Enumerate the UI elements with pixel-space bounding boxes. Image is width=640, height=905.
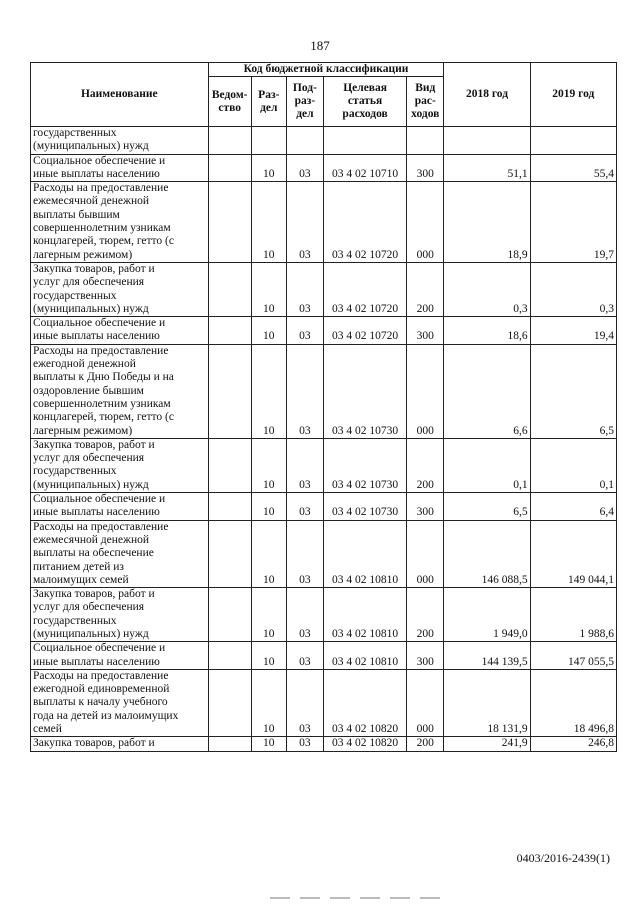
cell-pr: 03 — [286, 737, 323, 751]
cell-ved — [208, 438, 251, 492]
cell-ved — [208, 669, 251, 736]
table-row — [31, 127, 617, 155]
cell-name: Закупка товаров, работ и — [31, 737, 209, 751]
cell-vr: 200 — [407, 737, 444, 751]
cell-ved — [208, 127, 251, 155]
cell-vr: 200 — [407, 438, 444, 492]
cell-y2018: 18,6 — [444, 317, 530, 345]
cell-y2019: 0,3 — [530, 262, 616, 316]
cell-pr: 03 — [286, 588, 323, 642]
cell-pr: 03 — [286, 317, 323, 345]
table-row — [31, 154, 617, 182]
cell-name: Социальное обеспечение и иные выплаты населению — [31, 154, 209, 182]
cell-rz: 10 — [251, 737, 286, 751]
cell-y2019: 18 496,8 — [530, 669, 616, 736]
cell-y2018: 0,1 — [444, 438, 530, 492]
cell-y2019: 149 044,1 — [530, 520, 616, 587]
cell-y2019: 246,8 — [530, 737, 616, 751]
cell-cs: 03 4 02 10720 — [323, 182, 406, 263]
table-row — [31, 182, 617, 263]
cell-vr: 000 — [407, 344, 444, 438]
cell-y2019: 19,4 — [530, 317, 616, 345]
cell-rz: 10 — [251, 588, 286, 642]
cell-name: Закупка товаров, работ и услуг для обеспечения государственных (муниципальных) нужд — [31, 262, 209, 316]
cell-name: Социальное обеспечение и иные выплаты населению — [31, 317, 209, 345]
table-body — [31, 127, 617, 752]
cell-ved — [208, 520, 251, 587]
cell-ved — [208, 493, 251, 521]
cell-name: Социальное обеспечение и иные выплаты населению — [31, 493, 209, 521]
cell-pr — [286, 127, 323, 155]
cell-vr: 300 — [407, 317, 444, 345]
cell-y2019: 6,5 — [530, 344, 616, 438]
cell-rz: 10 — [251, 642, 286, 670]
table-row — [31, 588, 617, 642]
cell-name: Расходы на предоставление ежемесячной денежной выплаты на обеспечение питанием детей из малоимущих семей — [31, 520, 209, 587]
cell-cs: 03 4 02 10730 — [323, 438, 406, 492]
cell-ved — [208, 642, 251, 670]
cell-pr: 03 — [286, 438, 323, 492]
cell-vr: 300 — [407, 642, 444, 670]
table-row — [31, 438, 617, 492]
document-code: 0403/2016-2439(1) — [516, 851, 610, 865]
cell-y2018 — [444, 127, 530, 155]
cell-name: государственных (муниципальных) нужд — [31, 127, 209, 155]
cell-rz: 10 — [251, 493, 286, 521]
header-budget-code: Код бюджетной классификации — [208, 63, 444, 77]
cell-y2018: 18 131,9 — [444, 669, 530, 736]
scan-artifact — [270, 897, 440, 899]
cell-rz — [251, 127, 286, 155]
cell-y2018: 6,5 — [444, 493, 530, 521]
cell-cs: 03 4 02 10810 — [323, 588, 406, 642]
cell-name: Расходы на предоставление ежемесячной денежной выплаты бывшим совершеннолетним узникам концлагерей, тюрем, гетто (с лагерным режимом) — [31, 182, 209, 263]
cell-y2018: 0,3 — [444, 262, 530, 316]
header-subsection — [286, 77, 323, 127]
cell-y2019 — [530, 127, 616, 155]
cell-cs: 03 4 02 10730 — [323, 493, 406, 521]
cell-vr: 300 — [407, 154, 444, 182]
cell-vr: 200 — [407, 588, 444, 642]
cell-cs: 03 4 02 10820 — [323, 669, 406, 736]
table-row — [31, 262, 617, 316]
cell-cs: 03 4 02 10710 — [323, 154, 406, 182]
cell-y2018: 18,9 — [444, 182, 530, 263]
table-row — [31, 520, 617, 587]
header-2019: 2019 год — [530, 63, 616, 127]
table-row — [31, 669, 617, 736]
cell-cs: 03 4 02 10810 — [323, 642, 406, 670]
header-department — [208, 77, 251, 127]
cell-vr: 000 — [407, 669, 444, 736]
cell-rz: 10 — [251, 520, 286, 587]
cell-pr: 03 — [286, 669, 323, 736]
header-section — [251, 77, 286, 127]
cell-y2019: 1 988,6 — [530, 588, 616, 642]
cell-rz: 10 — [251, 262, 286, 316]
cell-y2019: 147 055,5 — [530, 642, 616, 670]
cell-ved — [208, 317, 251, 345]
table-row — [31, 493, 617, 521]
cell-y2018: 144 139,5 — [444, 642, 530, 670]
cell-name: Социальное обеспечение и иные выплаты населению — [31, 642, 209, 670]
cell-pr: 03 — [286, 262, 323, 316]
cell-vr: 300 — [407, 493, 444, 521]
header-target-article — [323, 77, 406, 127]
header-section-text: Раз- дел — [258, 88, 280, 114]
cell-y2019: 55,4 — [530, 154, 616, 182]
cell-y2018: 6,6 — [444, 344, 530, 438]
cell-pr: 03 — [286, 493, 323, 521]
cell-cs: 03 4 02 10720 — [323, 317, 406, 345]
header-subsection-text: Под- раз- дел — [292, 82, 317, 120]
cell-name: Закупка товаров, работ и услуг для обеспечения государственных (муниципальных) нужд — [31, 588, 209, 642]
cell-pr: 03 — [286, 154, 323, 182]
cell-ved — [208, 262, 251, 316]
table-row — [31, 317, 617, 345]
cell-pr: 03 — [286, 642, 323, 670]
cell-cs: 03 4 02 10810 — [323, 520, 406, 587]
cell-pr: 03 — [286, 344, 323, 438]
cell-ved — [208, 588, 251, 642]
cell-ved — [208, 154, 251, 182]
table-row — [31, 344, 617, 438]
cell-rz: 10 — [251, 317, 286, 345]
table-row — [31, 737, 617, 751]
cell-y2018: 146 088,5 — [444, 520, 530, 587]
budget-table — [30, 62, 617, 752]
cell-ved — [208, 344, 251, 438]
cell-y2019: 0,1 — [530, 438, 616, 492]
header-expense-type — [407, 77, 444, 127]
cell-rz: 10 — [251, 154, 286, 182]
cell-pr: 03 — [286, 182, 323, 263]
cell-cs: 03 4 02 10720 — [323, 262, 406, 316]
cell-vr: 000 — [407, 182, 444, 263]
header-expense-type-text: Вид рас- ходов — [411, 82, 440, 120]
cell-pr: 03 — [286, 520, 323, 587]
cell-ved — [208, 182, 251, 263]
header-target-article-text: Целевая статья расходов — [342, 82, 388, 120]
cell-vr — [407, 127, 444, 155]
cell-y2019: 6,4 — [530, 493, 616, 521]
cell-cs: 03 4 02 10730 — [323, 344, 406, 438]
cell-name: Закупка товаров, работ и услуг для обеспечения государственных (муниципальных) нужд — [31, 438, 209, 492]
cell-name: Расходы на предоставление ежегодной единовременной выплаты к началу учебного года на детей из малоимущих семей — [31, 669, 209, 736]
page-number: 187 — [310, 38, 330, 53]
cell-rz: 10 — [251, 344, 286, 438]
cell-rz: 10 — [251, 669, 286, 736]
cell-rz: 10 — [251, 438, 286, 492]
header-name: Наименование — [31, 63, 209, 127]
cell-y2018: 1 949,0 — [444, 588, 530, 642]
header-2018: 2018 год — [444, 63, 530, 127]
header-department-text: Ведом- ство — [211, 88, 248, 114]
cell-y2018: 51,1 — [444, 154, 530, 182]
cell-vr: 200 — [407, 262, 444, 316]
cell-cs — [323, 127, 406, 155]
cell-vr: 000 — [407, 520, 444, 587]
cell-rz: 10 — [251, 182, 286, 263]
cell-y2019: 19,7 — [530, 182, 616, 263]
cell-cs: 03 4 02 10820 — [323, 737, 406, 751]
cell-ved — [208, 737, 251, 751]
cell-y2018: 241,9 — [444, 737, 530, 751]
cell-name: Расходы на предоставление ежегодной денежной выплаты к Дню Победы и на оздоровление бывшим совершеннолетним узникам концлагерей, тюрем, гетто (с лагерным режимом) — [31, 344, 209, 438]
table-row — [31, 642, 617, 670]
